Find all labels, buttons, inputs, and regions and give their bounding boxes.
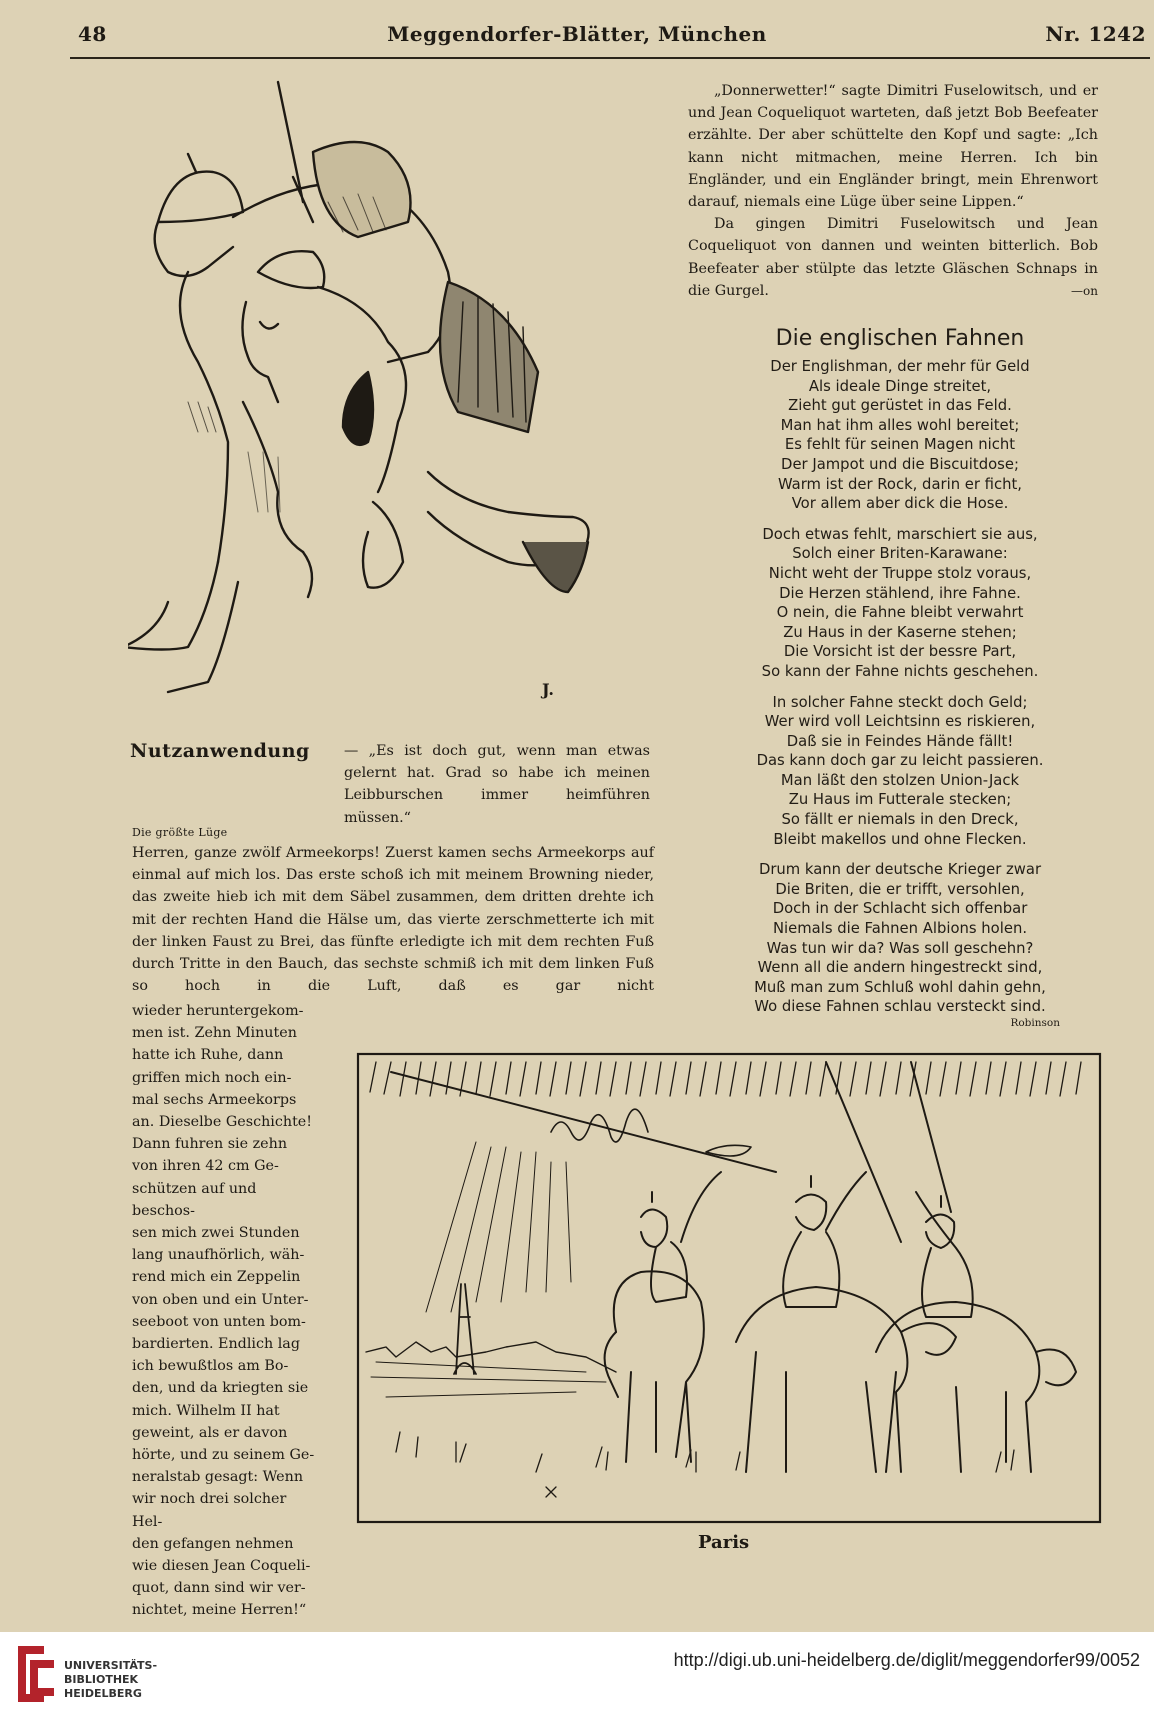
poem-line: Zieht gut gerüstet in das Feld.	[788, 397, 1012, 415]
story-line: Dann fuhren sie zehn	[132, 1136, 288, 1153]
story-line: bardierten. Endlich lag	[132, 1336, 300, 1353]
issue-number: Nr. 1242	[1045, 22, 1146, 46]
horse	[736, 1287, 907, 1472]
story-line: an. Dieselbe Geschichte!	[132, 1114, 313, 1131]
eiffel-tower	[454, 1284, 476, 1374]
source-url-link[interactable]: http://digi.ub.uni-heidelberg.de/diglit/meggendorfer99/0052	[673, 1650, 1140, 1670]
library-logo-icon	[14, 1642, 58, 1706]
library-line: BIBLIOTHEK	[64, 1673, 139, 1686]
story-signature: —on	[1071, 284, 1098, 299]
poem-stanza-3	[700, 693, 1100, 850]
poem-line: So kann der Fahne nichts geschehen.	[761, 662, 1039, 680]
poem-line: Es fehlt für seinen Magen nicht	[784, 436, 1016, 454]
story-body-wide: Herren, ganze zwölf Armeekorps! Zuerst kamen sechs Armeekorps auf einmal auf mich los. Das erste schoß ich mit meinem Browning nieder, das zweite hieb ich mit dem Säbel zusammen, dem dritten drehte ich mit der rechten Hand die Hälse um, das vierte zerschmetterte ich mit der linken Faust zu Brei, das fünfte erledigte ich mit dem rechten Fuß durch Tritte in den Bauch, das sechste schmiß ich mit dem linken Fuß so hoch in die Luft, daß es gar nicht	[132, 845, 654, 995]
story-line: griffen mich noch ein-	[132, 1069, 292, 1086]
backpack	[313, 142, 411, 237]
illustration-signature: J.	[542, 680, 554, 699]
rifle	[278, 82, 313, 222]
story-line: sen mich zwei Stunden	[132, 1225, 300, 1242]
poem-line: Zu Haus in der Kaserne stehen;	[783, 623, 1017, 641]
cavalry-rider	[641, 1172, 721, 1302]
poem-line: Nicht weht der Truppe stolz voraus,	[768, 564, 1032, 582]
page-number: 48	[78, 22, 107, 46]
poem-title: Die englischen Fahnen	[775, 326, 1025, 351]
story-line: seeboot von unten bom-	[132, 1313, 306, 1330]
poem-stanza-1	[700, 357, 1100, 514]
poem-line: Man läßt den stolzen Union-Jack	[780, 771, 1020, 789]
poem-line: Warm ist der Rock, darin er ficht,	[777, 475, 1023, 493]
story-line: wir noch drei solcher Hel-	[132, 1491, 287, 1530]
poem-line: Der Englishman, der mehr für Geld	[770, 358, 1030, 375]
boot	[523, 542, 588, 592]
story-line: von oben und ein Unter-	[132, 1291, 309, 1308]
story-line: rend mich ein Zeppelin	[132, 1269, 301, 1286]
story-conclusion	[688, 80, 1098, 302]
poem-line: Daß sie in Feindes Hände fällt!	[786, 732, 1014, 750]
spiked-helmet	[158, 154, 243, 222]
poem-line: Drum kann der deutsche Krieger zwar	[758, 861, 1042, 879]
story-line: quot, dann sind wir ver-	[132, 1580, 306, 1597]
poem-line: Vor allem aber dick die Hose.	[791, 495, 1009, 513]
library-line: UNIVERSITÄTS-	[64, 1659, 158, 1672]
soldiers-cartoon-illustration	[128, 72, 648, 732]
story-line: ich bewußtlos am Bo-	[132, 1358, 289, 1375]
poem-line: Die Briten, die er trifft, versohlen,	[775, 880, 1025, 898]
poem-line: Was tun wir da? Was soll geschehn?	[766, 939, 1034, 957]
story-line: men ist. Zehn Minuten	[132, 1025, 297, 1042]
magazine-title: Meggendorfer-Blätter, München	[387, 22, 767, 46]
poem-line: In solcher Fahne steckt doch Geld;	[772, 693, 1028, 711]
footer	[0, 1632, 1154, 1717]
library-name	[64, 1659, 157, 1701]
story-line: von ihren 42 cm Ge-	[132, 1158, 279, 1175]
poem-line: Das kann doch gar zu leicht passieren.	[756, 752, 1044, 770]
poem	[700, 325, 1100, 1030]
poem-line: Wo diese Fahnen schlau versteckt sind.	[754, 998, 1046, 1016]
poem-line: Als ideale Dinge streitet,	[808, 377, 992, 395]
poem-line: Der Jampot und die Biscuitdose;	[781, 455, 1019, 473]
poem-stanza-4	[700, 860, 1100, 1017]
poem-author: Robinson	[1010, 1017, 1060, 1029]
poem-line: Niemals die Fahnen Albions holen.	[772, 920, 1028, 938]
cavalry-rider	[783, 1172, 866, 1307]
poem-line: O nein, die Fahne bleibt verwahrt	[776, 604, 1024, 622]
story-line: nichtet, meine Herren!“	[132, 1602, 307, 1619]
story-line: neralstab gesagt: Wenn	[132, 1469, 304, 1486]
story-line: den, und da kriegten sie	[132, 1380, 309, 1397]
story-line: mich. Wilhelm II hat	[132, 1402, 280, 1419]
story-line: mal sechs Armeekorps	[132, 1091, 297, 1108]
poem-line: Doch in der Schlacht sich offenbar	[772, 900, 1028, 918]
story-line: geweint, als er davon	[132, 1424, 288, 1441]
illustration-caption: Paris	[698, 1532, 750, 1553]
story-heading: Die größte Lüge	[132, 826, 228, 839]
caption-text: — „Es ist doch gut, wenn man etwas gelernt hat. Grad so habe ich meinen Leibburschen immer heimführen müssen.“	[344, 743, 650, 826]
poem-line: Wenn all die andern hingestreckt sind,	[757, 959, 1043, 977]
poem-line: Wer wird voll Leichtsinn es riskieren,	[764, 713, 1036, 731]
cavalry-rider	[916, 1192, 973, 1317]
poem-line: Die Vorsicht ist der bessre Part,	[783, 643, 1017, 661]
poem-line: Bleibt makellos und ohne Flecken.	[773, 830, 1027, 848]
poem-line: Doch etwas fehlt, marschiert sie aus,	[762, 525, 1038, 543]
story-line: wie diesen Jean Coqueli-	[132, 1558, 311, 1575]
story-body-narrow	[132, 1000, 318, 1622]
poem-line: Zu Haus im Futterale stecken;	[788, 791, 1012, 809]
poem-line: Muß man zum Schluß wohl dahin gehn,	[754, 978, 1046, 996]
poem-line: Man hat ihm alles wohl bereitet;	[780, 416, 1020, 434]
poem-line: Solch einer Briten-Karawane:	[792, 545, 1008, 563]
paris-cavalry-illustration	[356, 1052, 1102, 1524]
poem-stanza-2	[700, 525, 1100, 682]
library-line: HEIDELBERG	[64, 1687, 142, 1700]
caption-title: Nutzanwendung	[130, 740, 310, 762]
header-rule	[70, 57, 1150, 59]
story-line: schützen auf und beschos-	[132, 1180, 257, 1219]
glengarry-cap	[258, 251, 324, 288]
story-paragraph: „Donnerwetter!“ sagte Dimitri Fuselowitsch, und er und Jean Coqueliquot warteten, daß jetzt Bob Beefeater erzählte. Der aber schüttelte den Kopf und sagte: „Ich kann nicht mitmachen, meine Herren. Ich bin Engländer, und ein Engländer bringt, mein Ehrenwort darauf, niemals eine Lüge über seine Lippen.“	[688, 83, 1098, 211]
story-line: lang unaufhörlich, wäh-	[132, 1247, 305, 1264]
story-line: den gefangen nehmen	[132, 1535, 294, 1552]
poem-line: So fällt er niemals in den Dreck,	[781, 811, 1019, 829]
horse	[614, 1271, 704, 1462]
poem-line: Die Herzen stählend, ihre Fahne.	[779, 584, 1021, 602]
story-line: hatte ich Ruhe, dann	[132, 1047, 284, 1064]
story-line: wieder heruntergekom-	[132, 1003, 304, 1019]
story-line: hörte, und zu seinem Ge-	[132, 1447, 315, 1464]
story-paragraph: Da gingen Dimitri Fuselowitsch und Jean Coqueliquot von dannen und weinten bitterlich. Bob Beefeater aber stülpte das letzte Gläschen Schnaps in die Gurgel.	[688, 216, 1098, 299]
